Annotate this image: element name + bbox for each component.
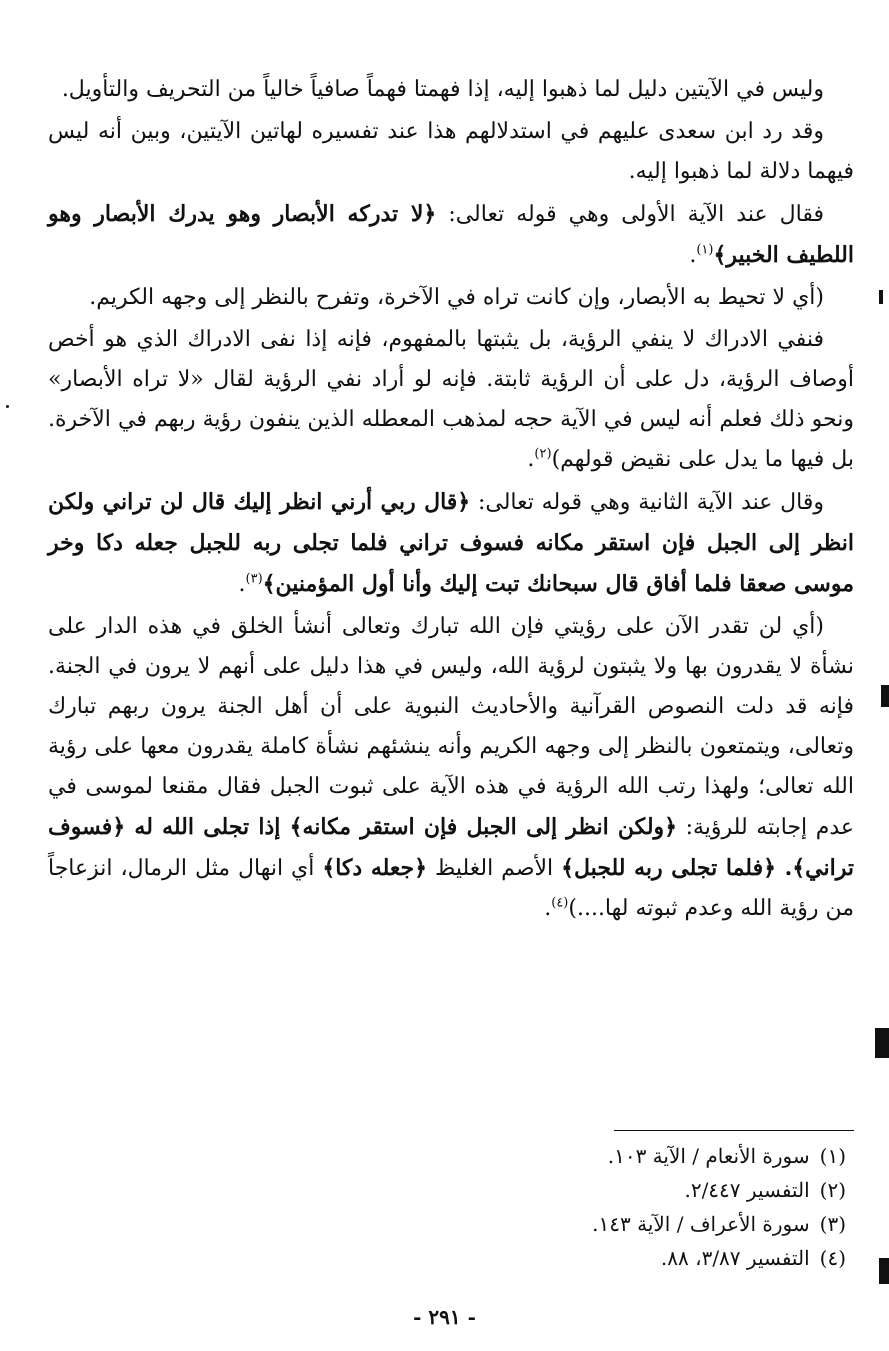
footnote-item — [48, 1139, 854, 1173]
footnotes — [48, 1130, 854, 1275]
text-run: . — [544, 896, 552, 921]
text-run: فقال عند الآية الأولى وهي قوله تعالى: — [436, 202, 824, 227]
text-run: . — [689, 243, 697, 268]
text-run: (أي لا تحيط به الأبصار، وإن كانت تراه في الآخرة، وتفرح بالنظر إلى وجهه الكريم. — [89, 285, 824, 310]
paragraph — [48, 482, 854, 605]
text-run: فنفي الادراك لا ينفي الرؤية، بل يثبتها بالمفهوم، فإنه إذا نفى الادراك الذي هو أخص أوصاف الرؤية، دل على أن الرؤية ثابتة. فإنه لو أراد نفي الرؤية لقال «لا تراه الأبصار» ونحو ذلك فعلم أنه ليس في الآية حجه لمذهب المعطله الذين ينفون رؤية ربهم في الآخرة. بل فيها ما يدل على نقيض قولهم) — [48, 327, 854, 472]
text-run: (أي لن تقدر الآن على رؤيتي فإن الله تبارك وتعالى أنشأ الخلق في هذه الدار على نشأة لا يقدرون بها ولا يثبتون لرؤية الله، وليس في هذا دليل على أنهم لا يرون في الجنة. فإنه قد دلت النصوص القرآنية والأحاديث النبوية على أن أهل الجنة يرون ربهم تبارك وتعالى، ويتمتعون بالنظر إلى وجهه الكريم وأنه ينشئهم نشأة كاملة يقدرون معها على رؤية الله تعالى؛ ولهذا رتب الله الرؤية في هذه الآية على ثبوت الجبل فقال مقنعا لموسى في عدم إجابته للرؤية: — [48, 614, 854, 840]
footnote-text: سورة الأعراف / الآية ١٤٣. — [592, 1212, 810, 1236]
paragraph — [48, 70, 854, 110]
footnote-ref: (٣) — [245, 571, 263, 587]
footnote-text: التفسير ٣/٨٧، ٨٨. — [660, 1246, 810, 1270]
scan-edge-mark — [879, 290, 883, 304]
footnote-number: (١) — [819, 1144, 846, 1168]
quran-quote: ﴿لا تدركه الأبصار وهو يدرك الأبصار وهو اللطيف الخبير﴾ — [48, 201, 854, 268]
paragraph — [48, 320, 854, 480]
page-body — [48, 70, 854, 931]
scan-edge-mark — [879, 1258, 889, 1284]
page-number: - ٢٩١ - — [413, 1305, 476, 1329]
footnote-number: (٢) — [819, 1178, 846, 1202]
footnote-list — [48, 1139, 854, 1275]
text-run: . — [527, 447, 535, 472]
text-run: . — [238, 572, 246, 597]
footnote-number: (٣) — [819, 1212, 846, 1236]
quran-quote: ﴿قال ربي أرني انظر إليك قال لن تراني ولكن انظر إلى الجبل فإن استقر مكانه فسوف تراني فلما تجلى ربه للجبل جعله دكا وخر موسى صعقا فلما أفاق قال سبحانك تبت إليك وأنا أول المؤمنين﴾ — [48, 489, 854, 597]
text-run: وقد رد ابن سعدى عليهم في استدلالهم هذا عند تفسيره لهاتين الآيتين، وبين أنه ليس فيهما دلالة لما ذهبوا إليه. — [48, 119, 854, 184]
footnote-item — [48, 1207, 854, 1241]
paragraph — [48, 278, 854, 318]
footnote-separator — [614, 1130, 854, 1131]
footnote-ref: (٢) — [534, 446, 552, 462]
text-run: الأصم الغليظ — [427, 856, 562, 881]
scan-edge-mark — [881, 685, 889, 707]
footnote-text: سورة الأنعام / الآية ١٠٣. — [607, 1144, 810, 1168]
scan-edge-mark — [875, 1028, 889, 1058]
footnote-item — [48, 1173, 854, 1207]
text-run: أي انهال مثل الرمال، انزعاجاً من رؤية الله وعدم ثبوته لها....) — [48, 856, 854, 921]
footnote-text: التفسير ٢/٤٤٧. — [684, 1178, 810, 1202]
quran-quote: ﴿جعله دكا﴾ — [322, 855, 428, 881]
paragraph — [48, 112, 854, 192]
footnote-number: (٤) — [819, 1246, 846, 1270]
footnote-item — [48, 1241, 854, 1275]
paragraph — [48, 607, 854, 929]
scan-speck — [6, 405, 9, 408]
quran-quote: ﴿ولكن انظر إلى الجبل فإن استقر مكانه﴾ إذا تجلى الله له ﴿فسوف تراني﴾. ﴿فلما تجلى ربه للجبل﴾ — [48, 814, 854, 881]
text-run: وقال عند الآية الثانية وهي قوله تعالى: — [470, 490, 825, 515]
text-run: وليس في الآيتين دليل لما ذهبوا إليه، إذا فهمتا فهماً صافياً خالياً من التحريف والتأويل. — [61, 77, 824, 102]
footnote-ref: (٤) — [551, 895, 569, 911]
footnote-ref: (١) — [696, 242, 714, 258]
paragraph — [48, 194, 854, 276]
